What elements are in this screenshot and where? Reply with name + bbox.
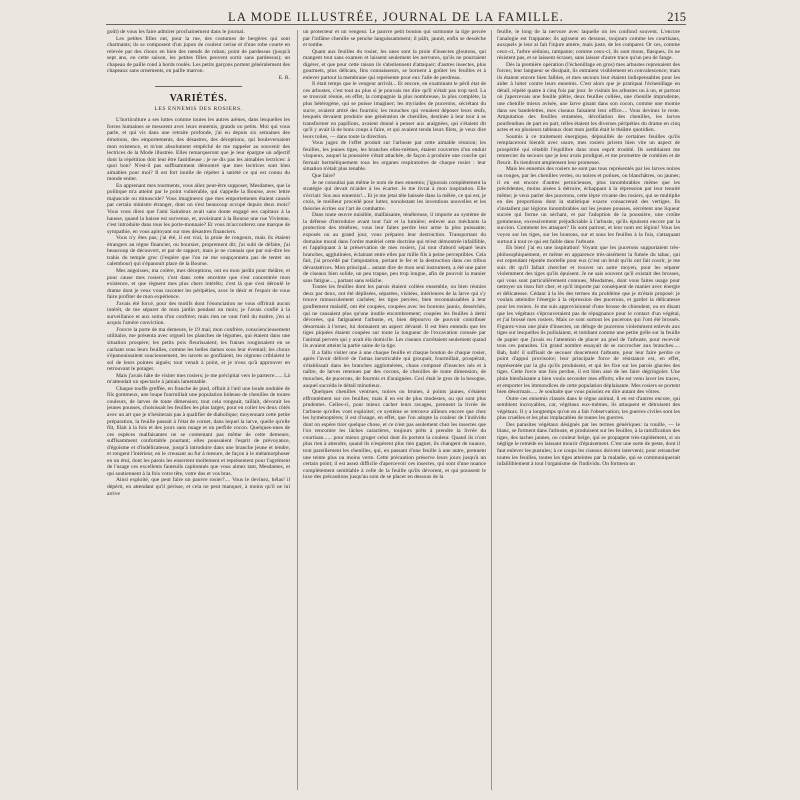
text-column-left — [107, 29, 290, 794]
paragraph: Mais j'avais hâte de visiter mes rosiers; je me précipitai vers le parterre...... Là m'attendait un spectacle à jamais lamentable. — [107, 372, 290, 386]
paragraph: Il a fallu visiter une à une chaque feuille et chaque bouton de chaque rosier, après l'avoir délivré de l'amas inextricable qui groupait, fourmillait, prospérait, s'établissait dans les branches agglomérées, chaos composé d'insectes nés et à naître, de larves retenues par des cocons, de chenilles de toute dimension, de mouches, de pucerons, de fourmis et d'araignées. Ceci était le gros de la besogne, auquel succéda le détail minutieux. — [303, 349, 486, 389]
column-divider — [297, 30, 298, 790]
paragraph: En apprenant mes tourments, vous allez peut-être supposer, Mesdames, que la politique m'a atteint par le point vulnérable, qui s'appelle la Bourse, avec lettre majuscule ou minuscule? Vous imaginerez que mes emportements étaient causés par certain ministre étranger, dont on s'est beaucoup occupé depuis deux mois? Vous vous direz que l'ami Saindoux avait sans doute engagé ses capitaux à la hausse, quand la baisse est survenue, et, avoisinant à la Bourse une rue Vivienne, c'est introduite dans tous les porte-monnaie? Et vous m'accorderez une marque de sympathie, en vous apitoyant sur mes désastres financiers. — [107, 182, 290, 235]
paragraph: Outre ces ennemis classés dans le règne animal, il en est d'autres encore, qui semblent incroyables, car, végétaux eux-mêmes, ils attaquent et détruisent des végétaux. Il y a longtemps qu'on en a fait l'observation; les guerres civiles sont les plus cruelles et les plus implacables de toutes les guerres. — [497, 395, 680, 422]
paragraph: Vous n'y êtes pas; j'ai été, il est vrai, la proie de rongeurs, mais ils étaient étrangers au règne financier, ou boursier, proprement dit; j'ai subi de défaite, j'ai beaucoup de découvert, et par de rapport, mais je ne connais que par oui-dire les trahis du temple grec (l'espère que l'on ne me soupçonnera pas de tenter un calembour) qui s'épanouit place de la Bourse. — [107, 235, 290, 268]
paragraph: Il était temps que le vengeur arrivât... Et encore, en examinant le péril état de ces arbustes, c'est tout au plus si je pouvais me dire qu'il n'était pas trop tard. La se trouvait réunie, en effet, la compagnie la plus nombreuse, la plus complète, la plus hétérogène, qui se puisse imaginer; les myriades de pucerons, sécrétant du sucre, avaient attiré des fourmis; les mouches qui venaient déposer leurs œufs, lesquels devaient produire une génération de chenilles, destinée à leur tour à se transformer en papillons, avaient donné à penser aux araignées, qui s'étaient dit qu'il y avait là de bons coups à faire, et qui avaient tendu leurs filets, je veux dire leurs toiles, — dans toute la direction. — [303, 81, 486, 140]
paragraph: Que faire? — [312, 173, 336, 180]
paragraph: Mais les ennemis des rosiers ne sont pas tous représentés par les larves noires ou rouges, par les chenilles vertes, ou noires et poilues, ou blanchâtres, ou jaunes; il en est encore d'autres pernicieuses, plus innombrables même que les précédentes, moins aisées à détruire, échappant à la répression par leur tenuité même; je veux parler des pucerons, cette lèpre vivante des rosiers, qui se multiplie en des proportions dont la statistique exacte consacrerait des vertiges. Ils s'installent par légions innombrables sur les jeunes pousses, sécrètent une liqueur sucrée qui forme un séchant, et par l'adoption de la poussière, une croûte gommeuse, excessivement préjudiciable à l'arbuste, qu'ils épuisent encore par la succion. Comment les attaquer? Ils sont partout, et leur nom est légion! Vous les voyez sur les tiges, sur les boutons, sur et sous les feuilles à la fois, s'attaquant surtout à tout ce qui est faible dans l'arbuste. — [497, 166, 680, 245]
paragraph: Quant aux feuilles du rosier, les unes sont la proie d'insectes gloutons, qui mangent tout sans examen et laissent seulement les nervures, qu'ils ne pourraient digérer, et que pour cette raison ils s'abstiennent d'attaquer; d'autres insectes, plus gourmets, plus délicats, fins connaisseurs, se bornent à goûter les feuilles et à enlever partout la membrane qui représente pour eux l'aile de perdreau. — [303, 48, 486, 81]
paragraph: Les petites filles ont, pour la rue, des costumes de bergères qui sont charmants; ils se composent d'un jupon de couleur cerise et d'une robe courte en relevée par des choux en bien des nœuds de ruban; point de pardessus (jusqu'à sept ans, en cette saison, les petites filles peuvent sortir sans pardessus); un chapeau de paille rond à bords roulés. Les petits garçons portent généralement des chapeaux sans ornements, en paille marron. — [107, 35, 290, 75]
journal-title: LA MODE ILLUSTRÉE, JOURNAL DE LA FAMILLE. — [228, 10, 564, 24]
paragraph: J'ouvre la porte de ma demeure, le 19 mai; mon confrère, consciencieusement utilitaire, me présenta avec orgueil les planches de légumes, qui étaient dans une situation prospère; les petits pois fleurissaient; les fraises rougissaient en se cachant sous leurs feuilles, comme les belles dames sous leur éventail; les choux s'épanouissaient soucieusement, les navets se gonflaient, les oignons criblaient le sol de leurs pointes aiguës; tout venait à point, et je n'eus qu'à approuver en retrouvant le potager. — [107, 326, 290, 373]
paragraph: Vous jugez de l'effet produit sur l'arbuste par cette aimable réunion; les feuilles, les jeunes tiges, les branches elles-mêmes, étaient couvertes d'un enduit visqueux, auquel la poussière s'était attachée, de façon à produire une couche qui fermait hermétiquement tous les organes respiratoires de chaque rosier : leur situation n'était plus tenable. — [303, 140, 486, 173]
paragraph: Mes angoisses, ma colère, mes déceptions, ont eu mon jardin pour théâtre, et pour cause mes rosiers; c'est dans cette enceinte que s'est concentrée mon existence, et que règnent mes plus chers intérêts; c'est là que s'est déroulé le drame dont je veux vous raconter les péripéties, avec le désir et l'espoir de vous faire profiter de mon expérience. — [107, 267, 290, 301]
text-column-middle — [303, 29, 486, 794]
paragraph: Toutes les feuilles dont les parois étaient collées ensemble, ou bien réunies deux par deux, ont été déplisées, séparées, visitées, intérieures de la larve qui s'y trouve minusculement cachées; les tiges percées, bien reconnaissables à leur gonflement maladif, ont été coupées, coupées avec les boutons jaunis, desséchés, qui ne causaient plus qu'une inutile encombrement; coupées les feuilles à demi dévorées, qui fatiguaient l'arbuste, et, bien dépourvu de pouvoir contribuer désormais à l'orner, lui donnaient un aspect dévasté. Il est bien entendu que les tiges piquées étaient coupées sur toute la longueur de l'excavation creusée par l'animal pervers qui y avait élu domicile. Les ciseaux s'arrêtaient seulement quand ils avaient atteint la partie saine de la tige. — [303, 284, 486, 350]
text-column-right — [497, 29, 680, 794]
paragraph: Je ne consultai pas même le nom de mes ennemis; j'ignorais complètement la stratégie qui devait m'aider à les écarter. Je me livrai à mon inspiration. Elle s'écriait: Sus aux ennemis!... Et je me jetai tête baissée dans la mêlée, ce qui est, je crois, le meilleur procédé pour lutter, nonobstant les inventions nouvelles et les théories écrites sur l'art de combattre. — [303, 179, 486, 212]
paragraph: Eh bien! j'ai eu une inspiration! Voyant que les pucerons supportaient très-philosophiquement, et même en apparence très-aisément la fumée du tabac, qui est cependant réputée mortelle pour eux (c'est un bruit qu'ils ont fait courir, je me suis dit qu'il fallait chercher et trouver un autre moyen, pour les séparer violemment des tiges qu'ils épuisent. Je ne sais souvent qu'il existait des brosses, qui vous sont particulièrement connues, Mesdames, dont vous faites usage pour nettoyer un tissu fort cher, et qu'il importe par conséquent de manier avec énergie et délicatesse. Cédant à la lès des termes du problème que je m'étais proposé: je voulais atteindre l'énergie à la répression des pucerons, et garder la délicatesse pour les rosiers. Je me suis approvisionné d'une brosse de chiendent, ou en disant que les végétaux s'éprouveraient pas de répugnance pour le contact d'un végétal, et j'ai brossé mes rosiers. Mais ce sont surtout les pucerons qui l'ont été brossés. Figurez-vous une plaie d'insectes, un déluge de pucerons violemment enlevés aux tiges sur lesquelles ils pullulaient, et tombant comme une petite grêle sur la feuille de papier que j'avais eu l'attention de placer au pied de l'arbuste, pour recevoir tous ces parasites. Un grand nombre essayait de se raccrocher aux branches..... Bah, bah! il suffisait de secouer doucement l'arbuste, pour leur faire perdre ce point d'appui provisoire; leur principale force de résistance est, en effet, représentée par la glu qu'ils produisent, et qui les fixe sur les parois glacées des tiges. Cette force une fois perdue, il est bien aisé de les faire dégringoler. Une pluie bienfaisante a bien voulu seconder mes efforts; elle est venu laver les traces, et emporter les immondices de cette population déplaisante. Mes rosiers se portent bien désormais..... Je souhaite que vous puissiez en dire autant des vôtres. — [497, 245, 680, 396]
header-rule — [106, 24, 686, 25]
page-number: 215 — [667, 10, 686, 24]
paragraph: Dans toute œuvre nuisible, malfaisante, ténébreuse, il importe au système de la défense d'introduire avant tout l'air et la lumière; enlever aux méchants la protection des ténèbres, vous leur faites perdre leur arme la plus puissante; exposés ou au grand jour, vous préparez leur destruction. Transportant du domaine moral dans l'ordre matériel cette doctrine qui m'est démontrée infaillible, et l'appliquant à la préservation de mes rosiers, j'ai tout d'abord séparé leurs branches, agglutinées, éclairant entre elles par mille fils à peine perceptibles. Cela fait, j'ai procédé par l'amputation, portant le fer et la destruction dans ces tribus dévastatrices. Mon principal... autant dire de mon seul instrument, a été une paire de ciseaux bien solide, un peu trapue, peu trop longue, afin de pouvoir la manier sans fatigue...., partant sans relâche. — [303, 212, 486, 284]
paragraph: un protecteur et un vengeur. Le pauvre petit bouton qui surmonte la tige percée par l'infâme chenille se penche languissamment; il pâlit, jaunit, enfin se dessèche et tombe. — [303, 29, 486, 49]
paragraph: feuille, le long de la nervure avec laquelle on les confond souvent. L'encore l'analogie est frappante; ils agissent en dessous, toujours comme les courtisans, auxquels je leur ai fait l'injure amère, mais juste, de les comparer. Or ces, comme ceux-ci, l'arbre séduisu, rampante; comme ceux-ci, ils sont mous, flasques, ils ne résistent pas, et se laissent écraser, sans laisser d'autre trace qu'un peu de fange. — [497, 29, 680, 62]
paragraph: Soumis à ce traitement énergique, dépouillés de certaines feuilles qu'ils remplaceront bientôt avec usure, mes rosiers prirent bien vite un aspect de prospérité qui rétablit l'équilibre dans mon esprit troublé. Ils semblaient me remercier du secours que je leur avais prodigué, et me promettre de combien et de fleurir. Ils tiendront amplement leur promesse. — [497, 133, 680, 166]
paragraph: L'horticulture a ses luttes comme toutes les autres arènes, dans lesquelles les forces humaines se mesurent avec leurs ennemis, grands ou petits. Moi qui vous parle, et qui vis dans une retraite profonde, j'ai eu depuis six semaines des émotions, des emportements, des désastres, des déceptions, qui bouleversaient mon existence, et m'ont absolument empêché de me rappeler au souvenir des lectrices de la Mode illustrée. Elles remarqueront que je leur épargne un adjectif dont la répétition doit leur être fastidieuse ; je ne dis pas les aimables lectrices: à quoi bon? N'est-il pas suffisamment démontré que mes lectrices sont bien aimables pour moi? Il est fort inutile de répéter à satiété ce qui est connu du monde entier. — [107, 117, 290, 183]
paragraph: J'avais été forcé, pour des motifs dont l'énonciation ne vous offrirait aucun intérêt, de me séparer de mon jardin pendant un mois; je l'avais confié à la surveillance et aux soins d'un confrère; mais rien ne vaut l'œil du maître, j'en ai acquis l'amère conviction. — [107, 300, 290, 327]
section-divider — [155, 86, 242, 87]
column-divider — [491, 30, 492, 790]
section-title: VARIÉTÉS. — [169, 93, 228, 105]
paragraph: Chaque touffe greffée, en franche de pied, offrait à l'œil une loude ondulée de fils gommeux, une loupe fourmillait une population hideuse de chenilles de toutes couleurs, de larves de toute dimension; tout cela rongeait, taillait, dévorait les jeunes pousses, choisissait les feuilles les plus larges, pour en coller les deux côtés avec un art que je n'hésiterais pas à qualifier de diabolique; moyennant cette petite préparation, la feuille passait à l'état de cornet, dans lequel la larve, quelle qu'elle fût, filait à la fois et des jours sans nuage et un perfide cocon. Quelques-unes de ces espèces malfaisantes ne se contentant pas même de cette demeure, suffisamment confortable pourtant; elles poussaient l'esprit de prévoyance, d'égoïsme et d'indélicatesse, jusqu'à introduire dans une branche jeune et tendre, et rongent l'intérieur, en le creusant au fur à mesure, de façon à le métamorphoser en un étui, dont les parois les enserrent mollement et représentent pour l'agrément de l'usage ces excellents fauteuils capitonnés que vous aimez tant, Mesdames, et qui soutiennent à la fois votre tête, votre dos et vos bras. — [107, 385, 290, 477]
paragraph: Ainsi exploité, que peut faire un pauvre rosier?.... Vous le devinez, hélas! il dépérit, en attendant qu'il périsse, et cela ne peut manquer, à moins qu'il ne lui arrive — [107, 477, 290, 497]
author-signature: E. R. — [278, 74, 290, 81]
article-title: LES ENNEMIS DES ROSIERS. — [154, 106, 243, 113]
paragraph: goût) de vous les faire admirer prochainement dans le journal. — [107, 29, 245, 35]
paragraph: Dès la première opération (l'échenillage en gros) mes arbustes reprenaient des forces; leur langueur se dissipait, ils entraient visiblement en convalescence; mais ils étaient encore bien faibles, et mes secours leur étaient indispensables pour les aider à lutter contre leurs ennemis. C'est alors que je pratiquai l'échenillage en détail, répété quatre à cinq fois par jour. Je visitais les arbustes un à un, et partout où j'apercevais une feuille plêtie, deux feuilles collées, une chenille imprudente, une chenille mieux avisée, une larve gisant dans son cocon, comme une momie dans ses bandelettes, mes ciseaux faisaient leur office.... Vous devinez le reste. Amputation des feuilles entamées, décollation des chenilles, les larves pourfendues de part en part, telles étaient les diverses péripéties du drame en cinq actes et en plusieurs tableaux dont mon jardin était le théâtre quotidien. — [497, 61, 680, 134]
paragraph: Quelques chenilles ventrues, noires ou brunes, à points jaunes, s'étaient effrontément sur ces feuilles; mais il en est de plus modestes, ou qui sont plus prudentes. Celles-ci, pour mieux cacher leurs ravages, prennent la livrée de l'arbuste qu'elles vont exploiter; ce système se retrouve ailleurs encore que chez les hyménoptères; il est d'usage, en effet, que l'on adopte la couleur de l'individu dont on espère tirer quelque chose, et ce n'est pas seulement chez les insectes que l'on rencontre les lâches caractères, toujours prêts à prendre la livrée du courtisan...... pour mieux gruger celui dont ils portent la couleur. Quand ils n'ont plus rien à attendre, quand ils n'espèrent plus rien gagner, ils changent de nuance, tout pareillement les chenilles, qui, en passant d'une feuille à une autre, prennent une teinte plus ou moins verte. Cette précaution préserve leurs jours jusqu'à un certain point; il est assez difficile d'apercevoir ces insectes, qui sont d'une nuance complètement semblable à celle de la feuille qu'ils dévorent, et qui poussent le luxe des précautions jusqu'au soin de se placer en dessous de la — [303, 389, 486, 481]
paragraph: Des parasites végétaux désignés par les termes génériques: la rouille, — le blanc, se forment dans l'arbuste, et produisent sur les feuilles, à la ramification des tiges, des taches jaunes, ou couleur beige, qui se propagent très-rapidement, si on néglige le remède en laissant mourir d'épuisement. C'est une sorte de peste, dont il faut enlever les pustules; à ce coups les ciseaux doivent intervenir, pour retrancher toutes les feuilles, toutes les tiges atteintes par la maladie, qui se communiquerait infailliblement à tout l'organisme de l'individu. On formera un — [497, 421, 680, 468]
